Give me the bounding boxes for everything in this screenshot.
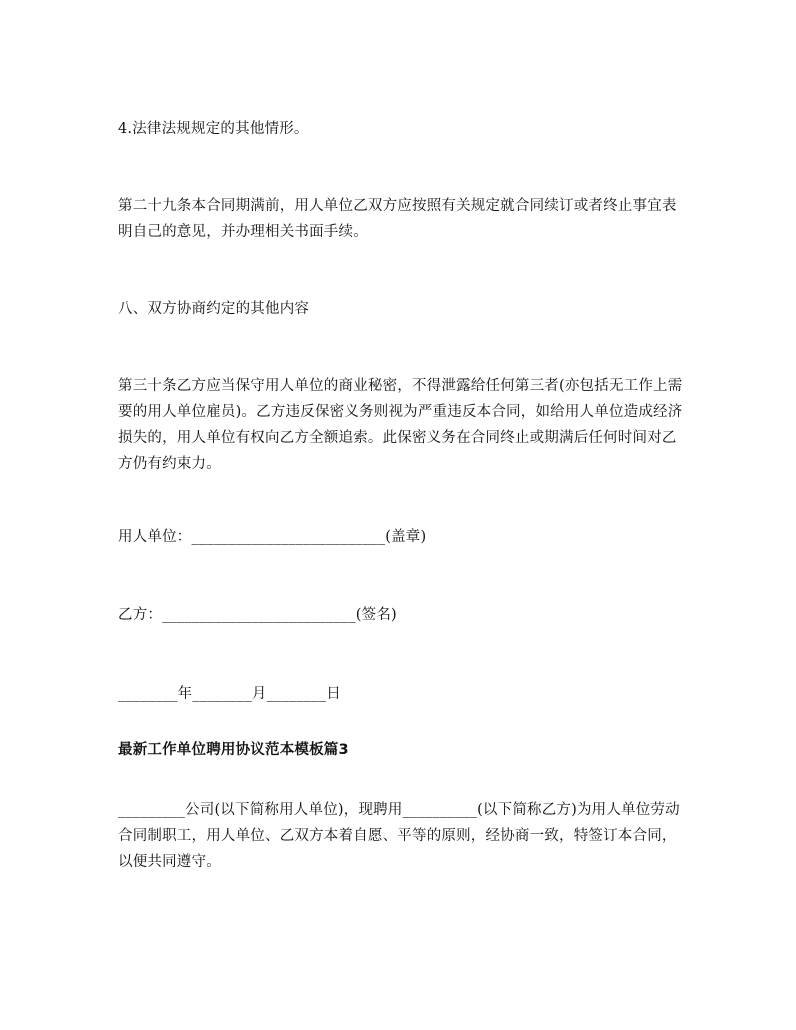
article-30: 第三十条乙方应当保守用人单位的商业秘密，不得泄露给任何第三者(亦包括无工作上需要的用人单位雇员)。乙方违反保密义务则视为严重违反本合同，如给用人单位造成经济损失的，用人单位有权向乙方全额追索。此保密义务在合同终止或期满后任何时间对乙方仍有约束力。 [118, 378, 683, 472]
section-8-heading: 八、双方协商约定的其他内容 [118, 301, 310, 317]
date-line: ________年________月________日 [118, 686, 341, 702]
template-3-heading: 最新工作单位聘用协议范本模板篇3 [118, 742, 349, 758]
party-b-signature-line: 乙方：__________________________(签名) [118, 607, 397, 623]
clause-item-4: 4.法律法规规定的其他情形。 [118, 121, 309, 137]
article-29: 第二十九条本合同期满前，用人单位乙双方应按照有关规定就合同续订或者终止事宜表明自己的意见，并办理相关书面手续。 [118, 198, 677, 240]
employer-signature-line: 用人单位：__________________________(盖章) [118, 529, 427, 545]
template-3-intro: _________公司(以下简称用人单位)，现聘用__________(以下简称乙方)为用人单位劳动合同制职工，用人单位、乙双方本着自愿、平等的原则，经协商一致，特签订本合同，以便共同遵守。 [118, 802, 680, 870]
